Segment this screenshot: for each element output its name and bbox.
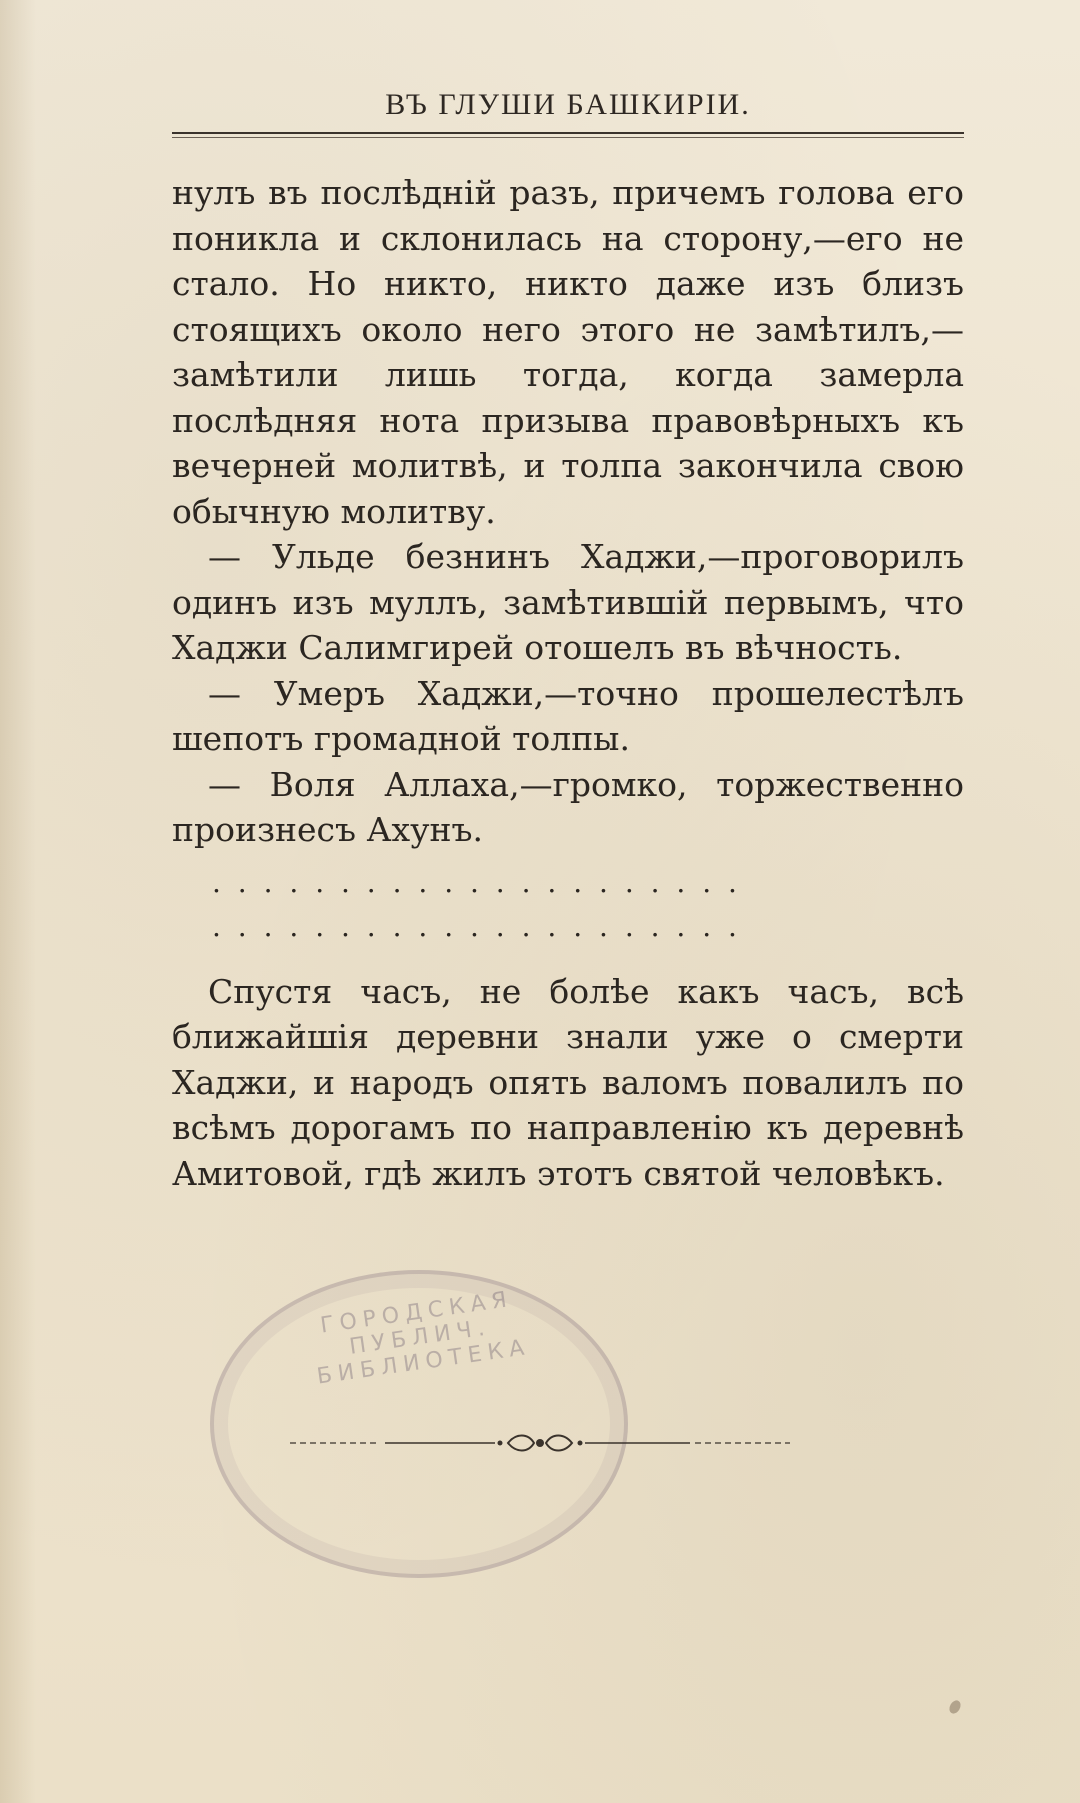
header-rule-thin [172, 137, 964, 138]
ink-speck [947, 1698, 963, 1715]
page-edge-shadow [0, 0, 36, 1803]
ellipsis-line-1: . . . . . . . . . . . . . . . . . . . . . [212, 865, 741, 899]
header-rule [172, 132, 964, 134]
running-header: ВЪ ГЛУШИ БАШКИРІИ. [385, 88, 751, 121]
paragraph-3: — Умеръ Хаджи,—точно прошелестѣлъ шепотъ громадной толпы. [172, 673, 964, 758]
ornament-divider-icon [290, 1428, 790, 1458]
ellipsis-line-2: . . . . . . . . . . . . . . . . . . . . . [212, 909, 741, 943]
paragraph-5: Спустя часъ, не болѣе какъ часъ, всѣ ближайшія деревни знали уже о смерти Хаджи, и народъ опять валомъ повалилъ по всѣмъ дорогамъ по направленію къ деревнѣ Амитовой, гдѣ жилъ этотъ святой человѣкъ. [172, 971, 964, 1193]
paragraph-1: нулъ въ послѣдній разъ, причемъ голова его поникла и склонилась на сторону,—его не стало. Но никто, никто даже изъ близъ стоящихъ около него этого не замѣтилъ,— замѣтили лишь тогда, когда замерла послѣдняя нота призыва правовѣрныхъ къ вечерней молитвѣ, и толпа закончила свою обычную молитву. [172, 173, 964, 531]
page-body [172, 170, 964, 1196]
library-stamp-text: ГОРОДСКАЯ ПУБЛИЧ. БИБЛИОТЕКА [315, 1286, 532, 1390]
paragraph-2: — Ульде безнинъ Хаджи,—проговорилъ одинъ изъ муллъ, замѣтившій первымъ, что Хаджи Салимгирей отошелъ въ вѣчность. [172, 537, 964, 667]
paragraph-4: — Воля Аллаха,—громко, торжественно произнесъ Ахунъ. [172, 764, 964, 849]
